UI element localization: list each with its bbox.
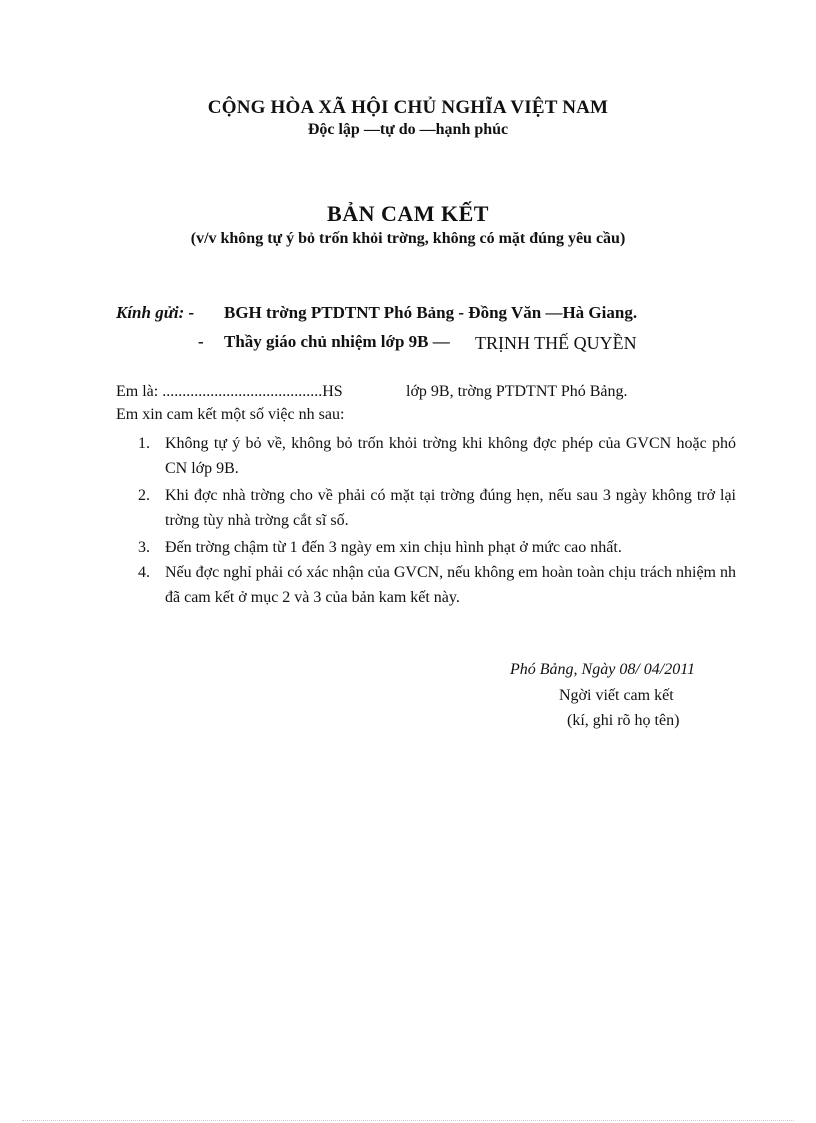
place-date: Phó Bảng, Ngày 08/ 04/2011 xyxy=(510,661,696,678)
item-text: Nếu đợc nghỉ phải có xác nhận của GVCN, nếu không em hoàn toàn chịu trách nhiệm nh đã cam kết ở mục 2 và 3 của bản kam kết này. xyxy=(165,564,736,606)
recipient-second: Thầy giáo chủ nhiệm lớp 9B — xyxy=(224,332,450,351)
signer-label: Ngời viết cam kết xyxy=(559,687,674,704)
document-title: BẢN CAM KẾT xyxy=(327,201,489,226)
item-number: 4. xyxy=(138,564,150,581)
student-name-line: Em là: ........................................HS xyxy=(116,383,343,400)
national-motto: Độc lập —tự do —hạnh phúc xyxy=(307,121,509,138)
item-number: 2. xyxy=(138,487,150,504)
item-number: 3. xyxy=(138,539,150,556)
recipient-first: BGH trờng PTDTNT Phó Bảng - Đồng Văn —Hà Giang. xyxy=(224,303,638,322)
signature-note: (kí, ghi rõ họ tên) xyxy=(567,712,680,729)
item-text: Khi đợc nhà trờng cho về phải có mặt tại trờng đúng hẹn, nếu sau 3 ngày không trở lại trờng tùy nhà trờng cắt sĩ số. xyxy=(165,487,736,529)
document-subtitle: (v/v không tự ý bỏ trốn khỏi trờng, không có mặt đúng yêu cầu) xyxy=(190,230,626,247)
item-text: Không tự ý bỏ về, không bỏ trốn khỏi trờng khi không đợc phép của GVCN hoặc phó CN lớp 9B. xyxy=(165,435,736,477)
national-title: CỘNG HÒA XÃ HỘI CHỦ NGHĨA VIỆT NAM xyxy=(207,97,609,118)
item-number: 1. xyxy=(138,435,150,452)
recipient-dash: - xyxy=(198,332,204,351)
recipient-label: Kính gửi: - xyxy=(116,303,195,322)
item-text: Đến trờng chậm từ 1 đến 3 ngày em xin chịu hình phạt ở mức cao nhất. xyxy=(165,539,622,556)
page-bottom-divider xyxy=(22,1120,794,1121)
teacher-name: TRỊNH THẾ QUYỀN xyxy=(475,333,637,353)
commit-intro: Em xin cam kết một số việc nh sau: xyxy=(116,406,345,423)
class-school: lớp 9B, trờng PTDTNT Phó Bảng. xyxy=(406,383,628,400)
